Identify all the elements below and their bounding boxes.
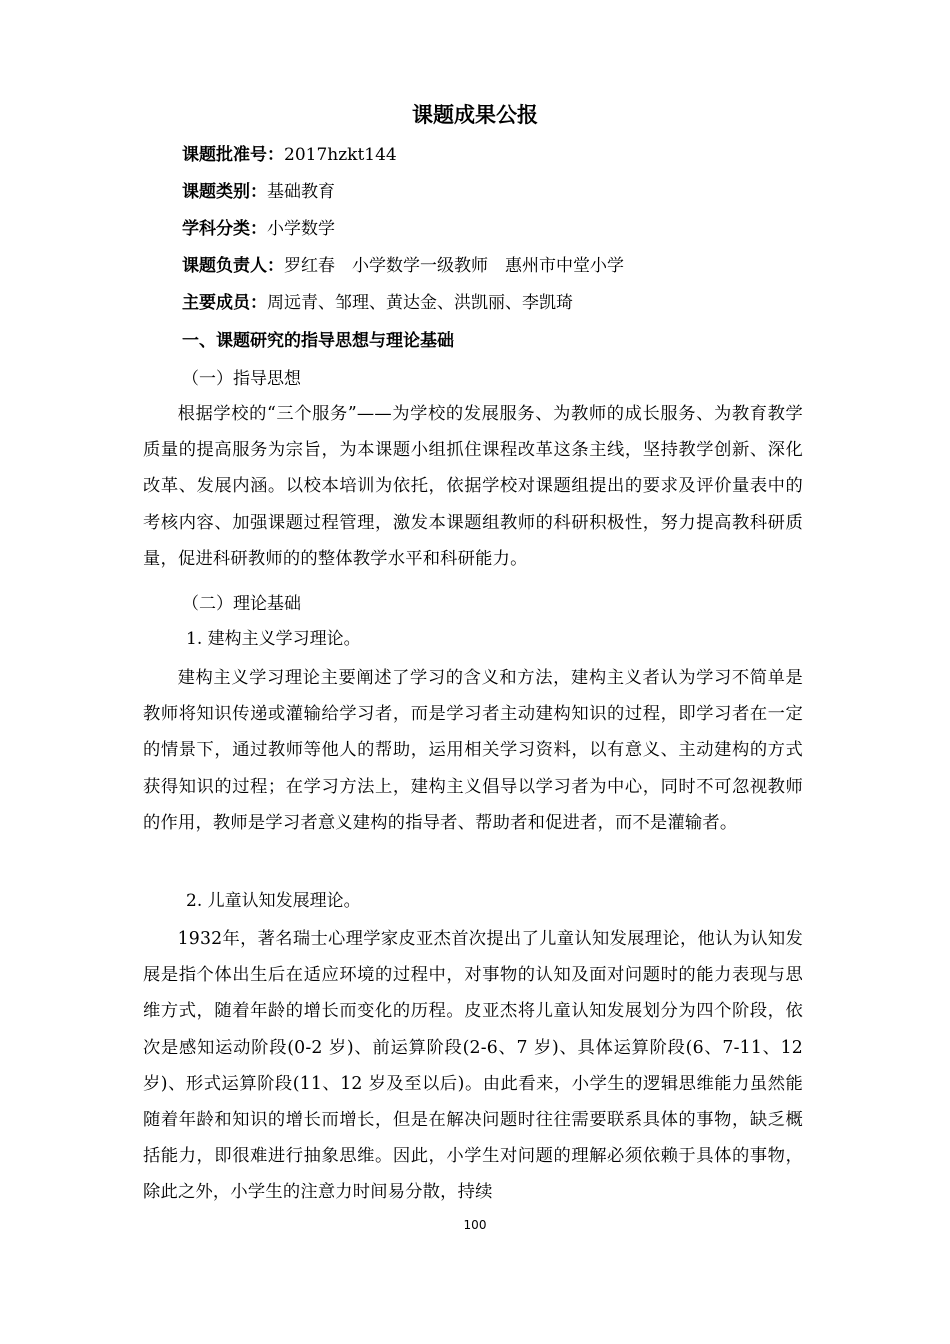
item-heading-constructivism: 1. 建构主义学习理论。 <box>186 629 361 649</box>
meta-category <box>182 177 335 207</box>
paragraph-cognitive-development: 1932年，著名瑞士心理学家皮亚杰首次提出了儿童认知发展理论，他认为认知发展是指个体出生后在适应环境的过程中，对事物的认知及面对问题时的能力表现与思维方式，随着年龄的增长而变化的历程。皮亚杰将儿童认知发展划分为四个阶段，依次是感知运动阶段(0-2 岁)、前运算阶段(2-6、7 岁)、具体运算阶段(6、7-11、12 岁)、形式运算阶段(11、12 岁及至以后)。由此看来，小学生的逻辑思维能力虽然能随着年龄和知识的增长而增长，但是在解决问题时往往需要联系具体的事物，缺乏概括能力，即很难进行抽象思维。因此，小学生对问题的理解必须依赖于具体的事物，除此之外，小学生的注意力时间易分散，持续 <box>143 929 803 1203</box>
section-heading: 一、课题研究的指导思想与理论基础 <box>182 331 454 351</box>
meta-members <box>182 288 573 318</box>
page-number: 100 <box>463 1218 487 1232</box>
meta-value: 周远青、邹理、黄达金、洪凯丽、李凯琦 <box>267 293 573 313</box>
meta-approval-number <box>182 140 397 170</box>
meta-leader <box>182 251 624 281</box>
meta-label: 课题类别： <box>182 182 267 202</box>
paragraph-constructivism: 建构主义学习理论主要阐述了学习的含义和方法，建构主义者认为学习不简单是教师将知识传递或灌输给学习者，而是学习者主动建构知识的过程，即学习者在一定的情景下，通过教师等他人的帮助，运用相关学习资料，以有意义、主动建构的方式获得知识的过程；在学习方法上，建构主义倡导以学习者为中心，同时不可忽视教师的作用，教师是学习者意义建构的指导者、帮助者和促进者，而不是灌输者。 <box>143 668 803 833</box>
meta-label: 主要成员： <box>182 293 267 313</box>
subsection-heading-guiding: （一）指导思想 <box>182 369 301 389</box>
meta-subject <box>182 214 335 244</box>
meta-label: 学科分类： <box>182 219 267 239</box>
meta-value: 基础教育 <box>267 182 335 202</box>
paragraph-guiding-thought: 根据学校的“三个服务”——为学校的发展服务、为教师的成长服务、为教育教学质量的提高服务为宗旨，为本课题小组抓住课程改革这条主线，坚持教学创新、深化改革、发展内涵。以校本培训为依托，依据学校对课题组提出的要求及评价量表中的考核内容、加强课题过程管理，激发本课题组教师的科研积极性，努力提高教科研质量，促进科研教师的的整体教学水平和科研能力。 <box>143 404 803 569</box>
meta-label: 课题批准号： <box>182 145 284 165</box>
meta-value: 小学数学 <box>267 219 335 239</box>
meta-label: 课题负责人： <box>182 256 284 276</box>
subsection-heading-theory: （二）理论基础 <box>182 594 301 614</box>
meta-value: 2017hzkt144 <box>284 145 397 165</box>
document-title: 课题成果公报 <box>412 103 538 127</box>
item-heading-cognitive-development: 2. 儿童认知发展理论。 <box>186 891 361 911</box>
meta-value: 罗红春 小学数学一级教师 惠州市中堂小学 <box>284 256 624 276</box>
